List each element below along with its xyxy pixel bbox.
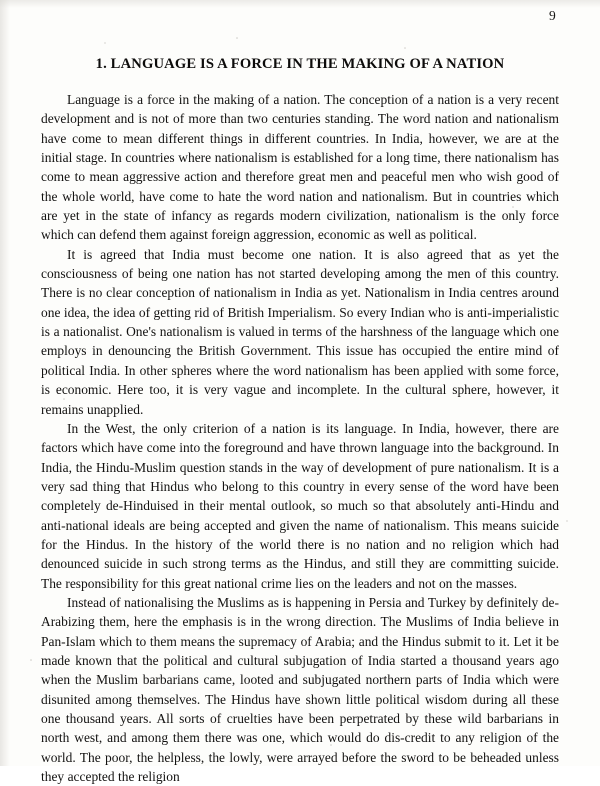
page-speck xyxy=(404,47,406,49)
page-edge-shading-left xyxy=(0,0,10,766)
page-number: 9 xyxy=(549,8,556,23)
page-speck xyxy=(30,659,32,661)
page-speck xyxy=(566,520,568,522)
page-edge-shading-top xyxy=(0,0,600,8)
page-speck xyxy=(236,37,238,39)
body-paragraph: It is agreed that India must become one nation. It is also agreed that as yet the consciousness of being one nation has not started developing among the men of this country. There is no clear conception of nationalism in India as yet. Nationalism in India centres around one idea, the idea of getting rid of British Imperialism. So every Indian who is anti-imperialistic is a nationalist. One's nationalism is valued in terms of the harshness of the language which one employs in denouncing the British Government. This issue has occupied the entire mind of political India. In other spheres where the word nationalism has been applied with some force, is economic. Here too, it is very vague and incomplete. In the cultural sphere, however, it remains unapplied. xyxy=(41,246,559,417)
body-paragraph: Language is a force in the making of a nation. The conception of a nation is a very recent development and is not of more than two centuries standing. The word nation and nationalism have come to mean different things in different countries. In India, however, we are at the initial stage. In countries where nationalism is established for a long time, there nationalism has come to mean aggressive action and therefore great men and peaceful men who wish good of the whole world, have come to hate the word nation and nationalism. But in countries which are yet in the state of infancy as regards modern civilization, nationalism is the only force which can defend them against foreign aggression, economic as well as political. xyxy=(41,92,559,243)
body-paragraph: In the West, the only criterion of a nation is its language. In India, however, there are factors which have come into the foreground and have thrown language into the background. In India, the Hindu-Muslim question stands in the way of development of pure nationalism. It is a very sad thing that Hindus who belong to this country in every sense of the word have been completely de-Hinduised in their mental outlook, so much so that absolutely anti-Hindu and anti-national ideals are being accepted and given the name of nationalism. This means suicide for the Hindus. In the history of the world there is no nation and no religion which had denounced suicide in such strong terms as the Hindus, and still they are committing suicide. The responsibility for this great national crime lies on the leaders and not on the masses. xyxy=(41,420,559,591)
page-title: 1. LANGUAGE IS A FORCE IN THE MAKING OF A NATION xyxy=(95,56,505,72)
page-content xyxy=(41,56,559,786)
page-speck xyxy=(104,42,106,44)
body-paragraph: Instead of nationalising the Muslims as is happening in Persia and Turkey by definitely de-Arabizing them, here the emphasis is in the wrong direction. The Muslims of India believe in Pan-Islam which to them means the supremacy of Arabia; and the Hindus submit to it. Let it be made known that the political and cultural subjugation of India started a thousand years ago when the Muslim barbarians came, looted and subjugated northern parts of India which were disunited among themselves. The Hindus have shown little political wisdom during all these one thousand years. All sorts of cruelties have been perpetrated by these wild barbarians in north west, and among them there was one, which would do dis-credit to any religion of the world. The poor, the helpless, the lowly, were arrayed before the sword to be beheaded unless they accepted the religion xyxy=(41,594,559,785)
